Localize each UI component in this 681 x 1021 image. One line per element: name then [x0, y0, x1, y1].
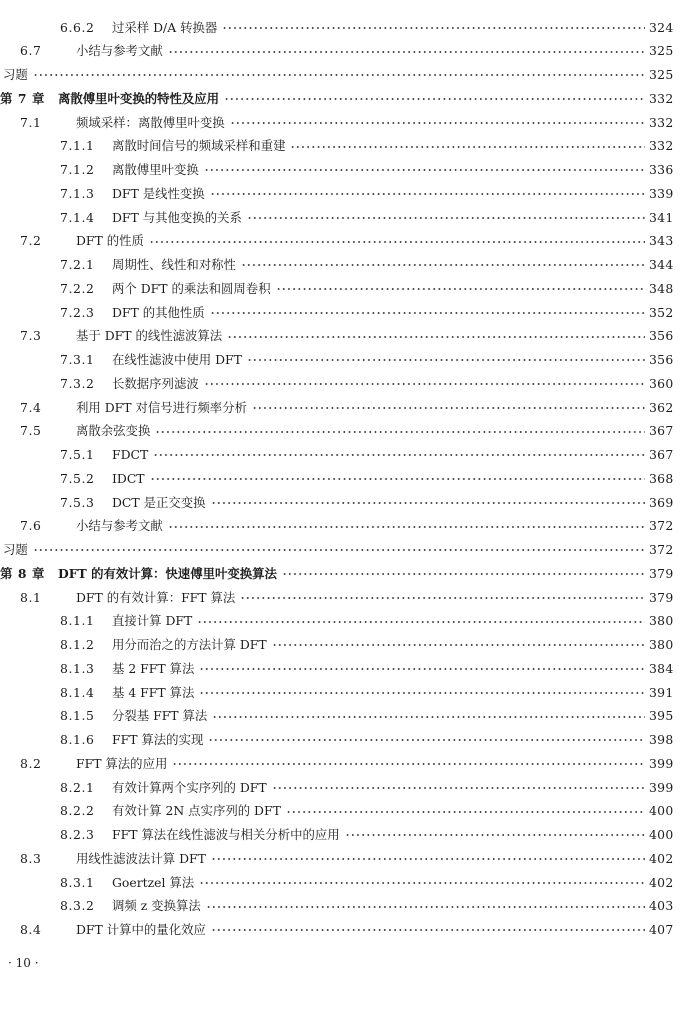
toc-entry-title: 分裂基 FFT 算法 [112, 708, 208, 724]
toc-entry [0, 396, 681, 420]
toc-entry-number: 7.6 [20, 518, 42, 534]
toc-entry [0, 444, 681, 468]
dot-leader [172, 759, 645, 769]
toc-entry-page: 336 [649, 162, 674, 178]
toc-entry-number: 8.1 [20, 589, 42, 605]
toc-entry-title: DFT 计算中的量化效应 [76, 922, 206, 938]
toc-entry-page: 362 [649, 399, 674, 415]
dot-leader [272, 640, 645, 650]
toc-entry-title: DFT 的有效计算：快速傅里叶变换算法 [58, 565, 277, 581]
dot-leader [282, 569, 645, 579]
dot-leader [247, 355, 645, 365]
toc-entry [0, 372, 681, 396]
dot-leader [286, 807, 645, 817]
dot-leader [212, 712, 645, 722]
toc-entry [0, 871, 681, 895]
toc-entry [0, 634, 681, 658]
toc-entry-page: 356 [649, 352, 674, 368]
toc-entry-title: DFT 是线性变换 [112, 185, 205, 201]
toc-entry [0, 111, 681, 135]
toc-entry-title: 基 2 FFT 算法 [112, 660, 195, 676]
toc-entry [0, 895, 681, 919]
toc-entry-number: 7.1.3 [60, 185, 95, 201]
toc-entry-title: 周期性、线性和对称性 [112, 257, 236, 273]
toc-entry-number: 8.1.2 [60, 637, 95, 653]
toc-entry-page: 367 [649, 447, 674, 463]
toc-entry-title: 在线性滤波中使用 DFT [112, 352, 242, 368]
toc-entry-title: 用线性滤波法计算 DFT [76, 850, 206, 866]
dot-leader [210, 308, 645, 318]
dot-leader [208, 735, 645, 745]
toc-entry [0, 657, 681, 681]
toc-entry-title: FDCT [112, 447, 149, 463]
toc-chapter-entry [0, 87, 681, 111]
toc-entry-page: 379 [649, 565, 674, 581]
toc-entry [0, 182, 681, 206]
toc-entry-title: DFT 的性质 [76, 233, 144, 249]
toc-entry-title: IDCT [112, 470, 145, 486]
toc-entry [0, 610, 681, 634]
toc-entry-title: 小结与参考文献 [76, 518, 163, 534]
toc-entry-title: 两个 DFT 的乘法和圆周卷积 [112, 280, 271, 296]
toc-entry-number: 8.1.4 [60, 684, 95, 700]
dot-leader [230, 118, 645, 128]
toc-entry-title: 习题 [3, 67, 28, 83]
toc-entry-number: 7.2 [20, 233, 42, 249]
toc-entry-page: 407 [649, 922, 674, 938]
toc-entry-page: 325 [649, 67, 674, 83]
toc-entry-title: DCT 是正交变换 [112, 494, 206, 510]
toc-entry-page: 380 [649, 613, 674, 629]
toc-entry [0, 729, 681, 753]
toc-entry [0, 919, 681, 943]
toc-entry [0, 16, 681, 40]
dot-leader [206, 902, 645, 912]
toc-entry-title: 基于 DFT 的线性滤波算法 [76, 328, 223, 344]
toc-entry-title: 过采样 D/A 转换器 [112, 19, 218, 35]
dot-leader [247, 213, 645, 223]
toc-entry-page: 369 [649, 494, 674, 510]
dot-leader [210, 189, 645, 199]
toc-entry-number: 7.5.3 [60, 494, 95, 510]
toc-entry-number: 7.4 [20, 399, 42, 415]
toc-entry-title: 离散时间信号的频域采样和重建 [112, 138, 286, 154]
dot-leader [149, 237, 645, 247]
toc-entry-page: 332 [649, 138, 674, 154]
toc-entry [0, 40, 681, 64]
toc-entry-title: 直接计算 DFT [112, 613, 193, 629]
toc-entry [0, 277, 681, 301]
toc-entry [0, 705, 681, 729]
toc-entry-title: 频域采样：离散傅里叶变换 [76, 114, 225, 130]
toc-entry-page: 356 [649, 328, 674, 344]
dot-leader [222, 23, 645, 33]
toc-entry-number: 8.1.5 [60, 708, 95, 724]
toc-entry-page: 343 [649, 233, 674, 249]
toc-entry [0, 467, 681, 491]
toc-entry-number: 8.2 [20, 755, 42, 771]
dot-leader [204, 165, 645, 175]
dot-leader [241, 260, 645, 270]
toc-entry-number: 7.1.4 [60, 209, 95, 225]
toc-entry [0, 349, 681, 373]
dot-leader [168, 47, 645, 57]
dot-leader [204, 379, 645, 389]
toc-entry-title: 利用 DFT 对信号进行频率分析 [76, 399, 247, 415]
toc-entry-page: 360 [649, 375, 674, 391]
dot-leader [153, 450, 645, 460]
dot-leader [211, 854, 645, 864]
toc-entry-number: 7.2.3 [60, 304, 95, 320]
toc-entry-title: 离散傅里叶变换的特性及应用 [58, 90, 220, 106]
toc-entry-page: 391 [649, 684, 674, 700]
toc-entry-page: 400 [649, 827, 674, 843]
dot-leader [224, 94, 645, 104]
toc-exercises-entry [0, 539, 681, 563]
toc-entry-title: DFT 的有效计算：FFT 算法 [76, 589, 236, 605]
toc-entry-title: 小结与参考文献 [76, 43, 163, 59]
toc-entry-number: 7.5.2 [60, 470, 95, 486]
toc-entry [0, 752, 681, 776]
toc-entry-number: 7.5.1 [60, 447, 95, 463]
toc-entry-number: 第 7 章 [0, 90, 46, 106]
toc-exercises-entry [0, 64, 681, 88]
toc-entry [0, 776, 681, 800]
dot-leader [252, 403, 645, 413]
toc-entry-title: FFT 算法的实现 [112, 732, 204, 748]
toc-entry-page: 403 [649, 898, 674, 914]
toc-entry [0, 206, 681, 230]
toc-entry-number: 7.1 [20, 114, 42, 130]
toc-entry [0, 491, 681, 515]
toc-entry-number: 8.2.3 [60, 827, 95, 843]
toc-entry-page: 380 [649, 637, 674, 653]
toc-entry [0, 847, 681, 871]
toc-entry-number: 8.1.3 [60, 660, 95, 676]
toc-entry [0, 230, 681, 254]
toc-entry-number: 7.2.2 [60, 280, 95, 296]
toc-entry-page: 372 [649, 518, 674, 534]
toc-entry-number: 7.2.1 [60, 257, 95, 273]
toc-entry-page: 352 [649, 304, 674, 320]
toc-entry-title: 长数据序列滤波 [112, 375, 199, 391]
toc-entry-number: 7.3.2 [60, 375, 95, 391]
toc-entry-number: 6.6.2 [60, 19, 95, 35]
toc-entry-title: 基 4 FFT 算法 [112, 684, 195, 700]
page-number: · 10 · [8, 956, 39, 970]
toc-entry-page: 400 [649, 803, 674, 819]
toc-entry [0, 254, 681, 278]
toc-entry-number: 8.3.2 [60, 898, 95, 914]
toc-entry-number: 8.2.1 [60, 779, 95, 795]
toc-entry-page: 399 [649, 779, 674, 795]
toc-entry-page: 339 [649, 185, 674, 201]
toc-entry-number: 7.3.1 [60, 352, 95, 368]
dot-leader [168, 522, 645, 532]
toc-entry-page: 402 [649, 874, 674, 890]
toc-entry-page: 379 [649, 589, 674, 605]
toc-entry-number: 8.2.2 [60, 803, 95, 819]
toc-entry [0, 135, 681, 159]
toc-entry-number: 6.7 [20, 43, 42, 59]
toc-entry [0, 515, 681, 539]
toc-entry-number: 8.4 [20, 922, 42, 938]
toc-entry-page: 324 [649, 19, 674, 35]
dot-leader [211, 925, 645, 935]
dot-leader [227, 332, 645, 342]
dot-leader [211, 498, 645, 508]
dot-leader [345, 830, 645, 840]
toc-entry-title: 调频 z 变换算法 [112, 898, 201, 914]
toc-entry-title: DFT 的其他性质 [112, 304, 205, 320]
dot-leader [197, 617, 645, 627]
toc-entry-page: 332 [649, 90, 674, 106]
toc-entry [0, 681, 681, 705]
dot-leader [33, 545, 645, 555]
table-of-contents [0, 16, 681, 942]
toc-entry-number: 8.1.1 [60, 613, 95, 629]
dot-leader [150, 474, 645, 484]
toc-entry-title: 习题 [3, 542, 28, 558]
toc-entry [0, 586, 681, 610]
toc-entry-title: FFT 算法的应用 [76, 755, 168, 771]
toc-entry-page: 367 [649, 423, 674, 439]
toc-entry [0, 325, 681, 349]
toc-entry-number: 8.3.1 [60, 874, 95, 890]
toc-entry-number: 8.3 [20, 850, 42, 866]
dot-leader [199, 664, 645, 674]
toc-entry [0, 420, 681, 444]
toc-entry-number: 7.1.1 [60, 138, 95, 154]
toc-entry [0, 301, 681, 325]
toc-entry-page: 395 [649, 708, 674, 724]
toc-entry-page: 325 [649, 43, 674, 59]
toc-entry-page: 398 [649, 732, 674, 748]
toc-entry-page: 332 [649, 114, 674, 130]
dot-leader [199, 878, 645, 888]
toc-entry-page: 341 [649, 209, 674, 225]
toc-entry-number: 8.1.6 [60, 732, 95, 748]
toc-entry-page: 399 [649, 755, 674, 771]
toc-entry-title: 有效计算两个实序列的 DFT [112, 779, 267, 795]
toc-entry-title: FFT 算法在线性滤波与相关分析中的应用 [112, 827, 340, 843]
dot-leader [290, 142, 645, 152]
dot-leader [240, 593, 645, 603]
toc-entry-page: 402 [649, 850, 674, 866]
toc-entry-title: 离散傅里叶变换 [112, 162, 199, 178]
toc-entry-number: 7.1.2 [60, 162, 95, 178]
toc-entry-number: 7.5 [20, 423, 42, 439]
toc-entry-number: 第 8 章 [0, 565, 46, 581]
toc-entry-page: 372 [649, 542, 674, 558]
toc-entry-title: 用分而治之的方法计算 DFT [112, 637, 267, 653]
toc-entry-page: 348 [649, 280, 674, 296]
dot-leader [276, 284, 645, 294]
dot-leader [33, 70, 645, 80]
toc-entry-title: 离散余弦变换 [76, 423, 151, 439]
dot-leader [272, 783, 645, 793]
toc-entry-title: Goertzel 算法 [112, 874, 195, 890]
toc-entry [0, 159, 681, 183]
toc-entry-page: 344 [649, 257, 674, 273]
dot-leader [155, 427, 645, 437]
toc-entry [0, 824, 681, 848]
toc-entry-title: 有效计算 2N 点实序列的 DFT [112, 803, 281, 819]
dot-leader [199, 688, 645, 698]
toc-chapter-entry [0, 562, 681, 586]
toc-entry-title: DFT 与其他变换的关系 [112, 209, 242, 225]
toc-entry-page: 384 [649, 660, 674, 676]
toc-entry-page: 368 [649, 470, 674, 486]
toc-entry-number: 7.3 [20, 328, 42, 344]
toc-entry [0, 800, 681, 824]
